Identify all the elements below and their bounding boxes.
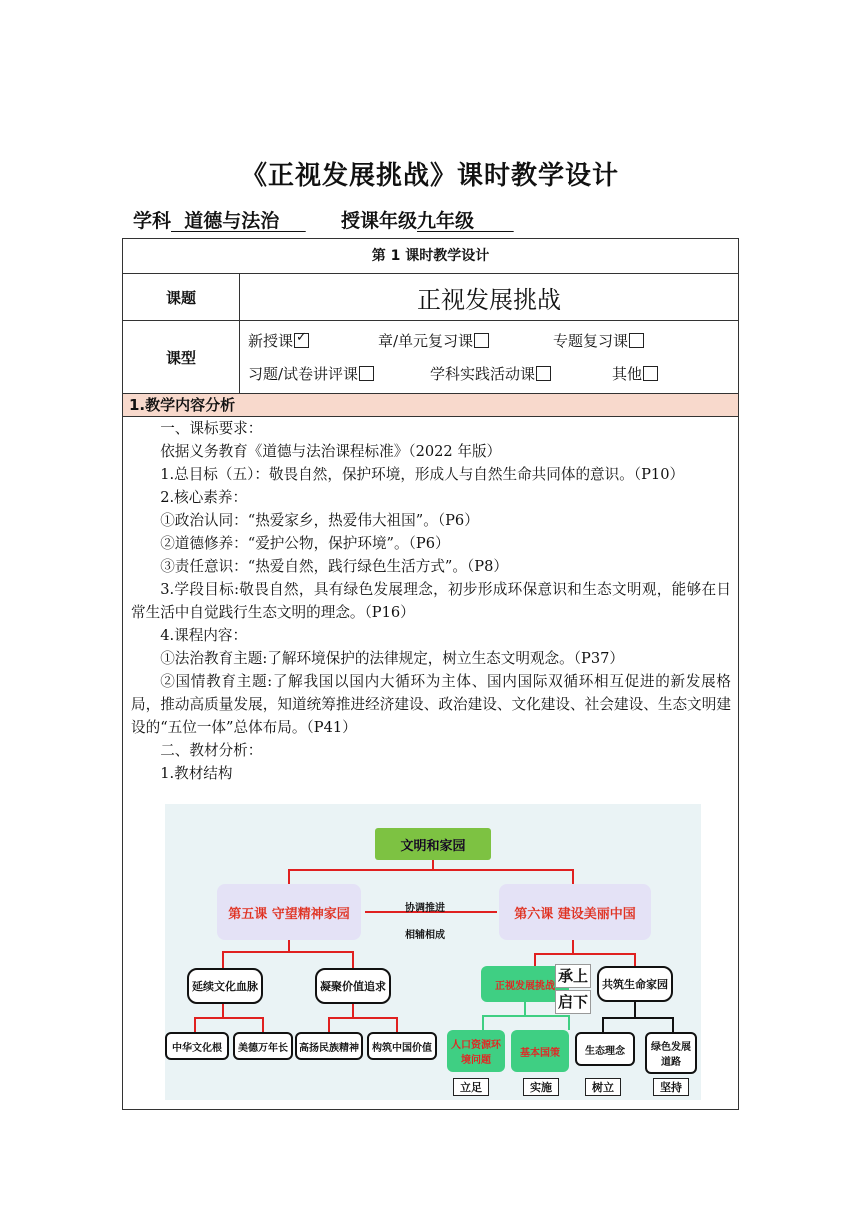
node-chinese-values: 构筑中国价值 bbox=[367, 1032, 437, 1060]
type-option-exercise[interactable]: 习题/试卷讲评课 bbox=[248, 363, 374, 384]
node-life-home: 共筑生命家园 bbox=[597, 966, 673, 1002]
checkbox-icon[interactable] bbox=[643, 366, 658, 381]
type-option-unit-review[interactable]: 章/单元复习课 bbox=[378, 330, 489, 351]
subject-value: 道德与法治 bbox=[171, 210, 306, 232]
node-development-challenge: 正视发展挑战 bbox=[481, 966, 569, 1002]
topic-label: 课题 bbox=[123, 274, 240, 320]
paragraph: 一、课标要求： bbox=[160, 420, 263, 437]
table-header: 第 1 课时教学设计 bbox=[123, 239, 738, 274]
subject-grade-line bbox=[133, 206, 514, 233]
checkbox-icon[interactable] bbox=[536, 366, 551, 381]
paragraph: 1.总目标（五）：敬畏自然，保护环境，形成人与自然生命共同体的意识。（P10） bbox=[160, 466, 685, 483]
topic-row bbox=[123, 274, 738, 321]
lesson-type-row bbox=[123, 321, 738, 394]
type-option-new[interactable]: 新授课✓ bbox=[248, 330, 309, 351]
node-lesson-5: 第五课 守望精神家园 bbox=[217, 884, 361, 940]
node-national-spirit: 高扬民族精神 bbox=[295, 1032, 363, 1060]
node-culture: 延续文化血脉 bbox=[187, 968, 263, 1004]
checkbox-icon[interactable] bbox=[474, 333, 489, 348]
paragraph: 二、教材分析： bbox=[160, 742, 263, 759]
node-culture-root: 中华文化根 bbox=[165, 1032, 229, 1060]
textbook-structure-diagram bbox=[165, 804, 701, 1100]
node-population-resource-env: 人口资源环境问题 bbox=[447, 1030, 505, 1072]
lesson-design-table bbox=[122, 238, 739, 1110]
caption-base: 立足 bbox=[453, 1078, 489, 1096]
section-title-content-analysis: 1.教学内容分析 bbox=[123, 394, 738, 417]
paragraph: 依据义务教育《道德与法治课程标准》（2022 年版） bbox=[160, 443, 502, 460]
caption-persist: 坚持 bbox=[653, 1078, 689, 1096]
paragraph: ②道德修养：“爱护公物，保护环境”。（P6） bbox=[160, 535, 450, 552]
paragraph: 4.课程内容： bbox=[160, 627, 248, 644]
paragraph: ②国情教育主题:了解我国以国内大循环为主体、国内国际双循环相互促进的新发展格局，推动高质量发展，知道统筹推进经济建设、政治建设、文化建设、社会建设、生态文明建设的“五位一体”总体布局。（P41） bbox=[131, 673, 731, 736]
lesson-type-options bbox=[248, 321, 738, 393]
grade-label: 授课年级 bbox=[340, 210, 417, 232]
type-option-topic-review[interactable]: 专题复习课 bbox=[553, 330, 644, 351]
node-lesson-6: 第六课 建设美丽中国 bbox=[499, 884, 651, 940]
caption-implement: 实施 bbox=[523, 1078, 559, 1096]
paragraph: 2.核心素养： bbox=[160, 489, 248, 506]
paragraph: ③责任意识：“热爱自然，践行绿色生活方式”。（P8） bbox=[160, 558, 508, 575]
paragraph: ①政治认同：“热爱家乡，热爱伟大祖国”。（P6） bbox=[160, 512, 479, 529]
node-eco-concept: 生态理念 bbox=[575, 1032, 635, 1066]
node-green-path: 绿色发展道路 bbox=[645, 1032, 697, 1074]
node-virtue: 美德万年长 bbox=[233, 1032, 293, 1060]
lesson-type-label: 课型 bbox=[123, 321, 240, 393]
type-option-other[interactable]: 其他 bbox=[612, 363, 658, 384]
topic-value: 正视发展挑战 bbox=[417, 285, 561, 314]
checkbox-icon[interactable] bbox=[629, 333, 644, 348]
node-basic-policy: 基本国策 bbox=[511, 1030, 569, 1072]
node-root: 文明和家园 bbox=[375, 828, 491, 860]
type-option-practice[interactable]: 学科实践活动课 bbox=[430, 363, 551, 384]
paragraph: 1.教材结构 bbox=[160, 765, 233, 782]
link-label-top: 协调推进 bbox=[405, 903, 445, 914]
content-analysis-text bbox=[131, 417, 731, 785]
checkbox-icon[interactable] bbox=[359, 366, 374, 381]
label-cheng-shang: 承上 bbox=[555, 964, 591, 988]
link-label-bottom: 相辅相成 bbox=[405, 930, 445, 941]
checkbox-checked-icon[interactable] bbox=[294, 333, 309, 348]
document-title: 《正视发展挑战》课时教学设计 bbox=[240, 161, 619, 191]
paragraph: 3.学段目标:敬畏自然，具有绿色发展理念，初步形成环保意识和生态文明观，能够在日常生活中自觉践行生态文明的理念。（P16） bbox=[131, 581, 731, 621]
subject-label: 学科 bbox=[133, 210, 172, 232]
node-values: 凝聚价值追求 bbox=[315, 968, 391, 1004]
caption-establish: 树立 bbox=[585, 1078, 621, 1096]
paragraph: ①法治教育主题:了解环境保护的法律规定，树立生态文明观念。（P37） bbox=[160, 650, 625, 667]
label-qi-xia: 启下 bbox=[555, 990, 591, 1014]
grade-value: 九年级 bbox=[416, 210, 514, 232]
